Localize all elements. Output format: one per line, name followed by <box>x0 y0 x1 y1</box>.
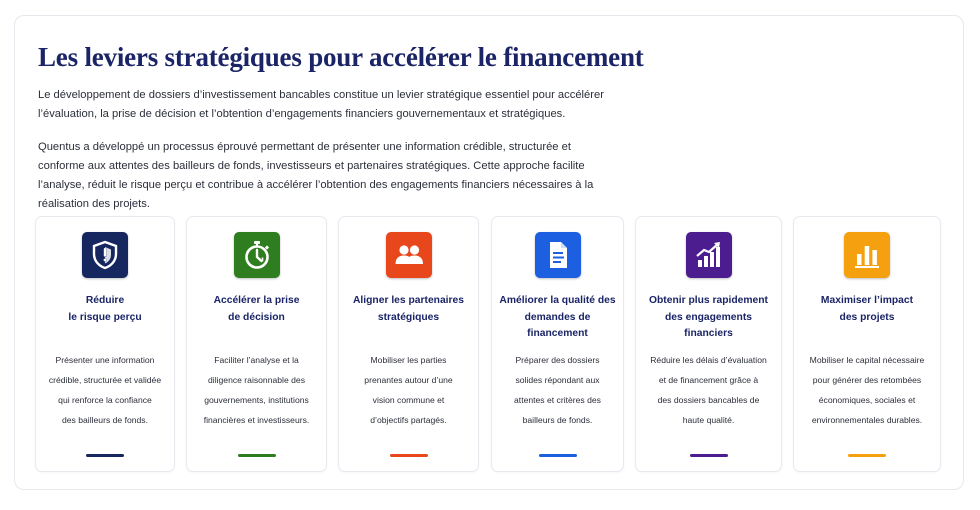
shield-exclamation-icon <box>82 232 128 278</box>
document-icon <box>535 232 581 278</box>
lever-card-description: Préparer des dossiers solides répondant aux attentes et critères des bailleurs de fonds. <box>514 355 601 425</box>
lever-card-title: Accélérer la prise de décision <box>213 295 300 323</box>
lever-card-title: Améliorer la qualité des demandes de financement <box>499 295 616 339</box>
lever-card-title: Obtenir plus rapidement des engagements financiers <box>648 295 768 339</box>
accent-bar <box>539 454 577 457</box>
accent-bar <box>848 454 886 457</box>
lever-card-description: Présenter une information crédible, structurée et validée qui renforce la confiance des bailleurs de fonds. <box>48 355 162 425</box>
intro-paragraph-2: Quentus a développé un processus éprouvé permettant de présenter une information crédible, structurée et conforme aux attentes des bailleurs de fonds, investisseurs et partenaires stratégiques. Cette approche facilite l’analyse, réduit le risque perçu et contribue à accélérer l’obtention des engagements financiers nécessaires à la réalisation des projets. <box>38 141 594 210</box>
lever-card-quality <box>491 216 624 472</box>
lever-card-risk <box>35 216 175 472</box>
growth-chart-icon <box>686 232 732 278</box>
lever-card-partners <box>338 216 479 472</box>
accent-bar <box>690 454 728 457</box>
lever-card-decision <box>186 216 327 472</box>
intro-paragraph-1: Le développement de dossiers d’investissement bancables constitue un levier stratégique essentiel pour accélérer l’évaluation, la prise de décision et l’obtention d’engagements financiers gouvernementaux et stratégiques. <box>38 89 604 120</box>
lever-card-description: Réduire les délais d’évaluation et de financement grâce à des dossiers bancables de haute qualité. <box>650 355 767 425</box>
accent-bar <box>390 454 428 457</box>
lever-card-title: Aligner les partenaires stratégiques <box>352 295 465 323</box>
stopwatch-icon <box>234 232 280 278</box>
lever-card-impact <box>793 216 941 472</box>
accent-bar <box>86 454 124 457</box>
accent-bar <box>238 454 276 457</box>
lever-card-description: Faciliter l’analyse et la diligence raisonnable des gouvernements, institutions financières et investisseurs. <box>203 355 310 425</box>
lever-card-commitments <box>635 216 782 472</box>
bar-chart-icon <box>844 232 890 278</box>
page-title: Les leviers stratégiques pour accélérer le financement <box>38 42 644 72</box>
lever-card-description: Mobiliser les parties prenantes autour d’une vision commune et d’objectifs partagés. <box>364 355 453 425</box>
lever-card-title: Maximiser l’impact des projets <box>820 295 914 323</box>
people-icon <box>386 232 432 278</box>
lever-card-description: Mobiliser le capital nécessaire pour générer des retombées économiques, sociales et environnementales durables. <box>809 355 925 425</box>
lever-card-title: Réduire le risque perçu <box>68 295 142 323</box>
